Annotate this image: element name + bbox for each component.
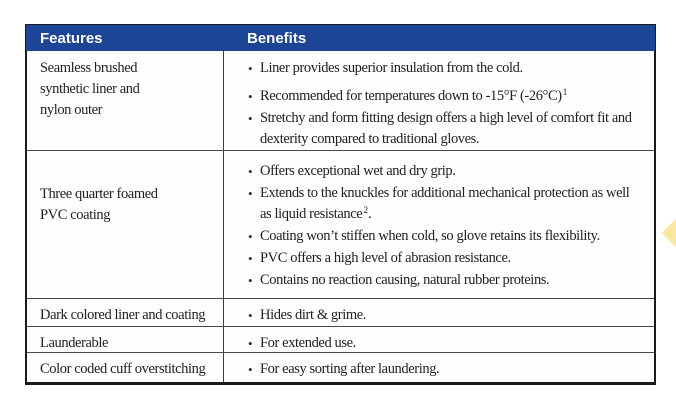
benefits-cell	[224, 51, 654, 150]
benefit-item	[224, 359, 646, 380]
benefits-cell	[224, 327, 654, 352]
benefit-text: Recommended for temperatures down to -15°F (-26°C)$^1$	[260, 88, 568, 104]
benefits-list	[224, 359, 646, 380]
bullet-icon: •	[248, 61, 253, 76]
benefit-item	[224, 248, 646, 269]
benefit-item	[224, 183, 646, 225]
benefit-item	[224, 58, 646, 79]
bullet-icon: •	[248, 273, 253, 288]
table-row	[27, 326, 654, 352]
benefit-item	[224, 86, 646, 107]
benefit-item	[224, 226, 646, 247]
benefit-item	[224, 108, 646, 150]
table-header-row	[26, 25, 655, 51]
bullet-icon: •	[248, 164, 253, 179]
benefit-item	[224, 270, 646, 291]
bullet-icon: •	[248, 186, 253, 201]
benefits-cell	[224, 353, 654, 382]
yellow-diamond-arrow-icon	[662, 212, 676, 254]
table-row	[27, 51, 654, 150]
benefits-cell	[224, 299, 654, 326]
feature-cell	[27, 353, 224, 382]
benefit-text: Hides dirt & grime.	[260, 307, 366, 323]
footnote-marker: 1	[562, 88, 568, 99]
feature-cell	[27, 51, 224, 150]
benefit-item	[224, 161, 646, 182]
benefits-cell	[224, 151, 654, 298]
benefit-text: Extends to the knuckles for additional mechanical protection as well as liquid resistance$^2$.	[260, 185, 630, 222]
benefit-text: Coating won’t stiffen when cold, so glove retains its flexibility.	[260, 228, 600, 244]
benefit-text: For easy sorting after laundering.	[260, 361, 440, 377]
bullet-icon: •	[248, 362, 253, 377]
benefits-list	[224, 305, 646, 326]
feature-text: Seamless brushed	[40, 60, 138, 76]
features-column-header: Features	[40, 29, 103, 47]
bullet-icon: •	[248, 111, 253, 126]
benefit-text: For extended use.	[260, 335, 356, 351]
benefits-list	[224, 161, 646, 291]
benefit-text: Stretchy and form fitting design offers a high level of comfort fit and dexterity compared to traditional gloves.	[260, 110, 632, 147]
bullet-icon: •	[248, 336, 253, 351]
benefit-item	[224, 305, 646, 326]
benefits-list	[224, 58, 646, 150]
table-row	[27, 298, 654, 326]
feature-text: Color coded cuff overstitching	[40, 361, 206, 377]
table-row	[27, 352, 654, 382]
bullet-icon: •	[248, 251, 253, 266]
feature-text: PVC coating	[40, 207, 111, 223]
bullet-icon: •	[248, 89, 253, 104]
benefit-text: Contains no reaction causing, natural rubber proteins.	[260, 272, 550, 288]
feature-text: Launderable	[40, 335, 109, 351]
feature-text: Dark colored liner and coating	[40, 307, 206, 323]
benefits-column-header: Benefits	[247, 29, 307, 47]
feature-cell	[27, 151, 224, 298]
benefit-text: Liner provides superior insulation from the cold.	[260, 60, 523, 76]
bullet-icon: •	[248, 308, 253, 323]
benefit-text: PVC offers a high level of abrasion resistance.	[260, 250, 511, 266]
benefit-item	[224, 333, 646, 354]
features-benefits-table	[25, 24, 656, 385]
footnote-marker: 2	[363, 206, 369, 217]
feature-text: Three quarter foamed	[40, 186, 158, 202]
benefit-text: Offers exceptional wet and dry grip.	[260, 163, 456, 179]
feature-text: nylon outer	[40, 102, 103, 118]
feature-cell	[27, 327, 224, 352]
bullet-icon: •	[248, 229, 253, 244]
benefits-list	[224, 333, 646, 354]
table-row	[27, 150, 654, 298]
feature-text: synthetic liner and	[40, 81, 140, 97]
feature-cell	[27, 299, 224, 326]
